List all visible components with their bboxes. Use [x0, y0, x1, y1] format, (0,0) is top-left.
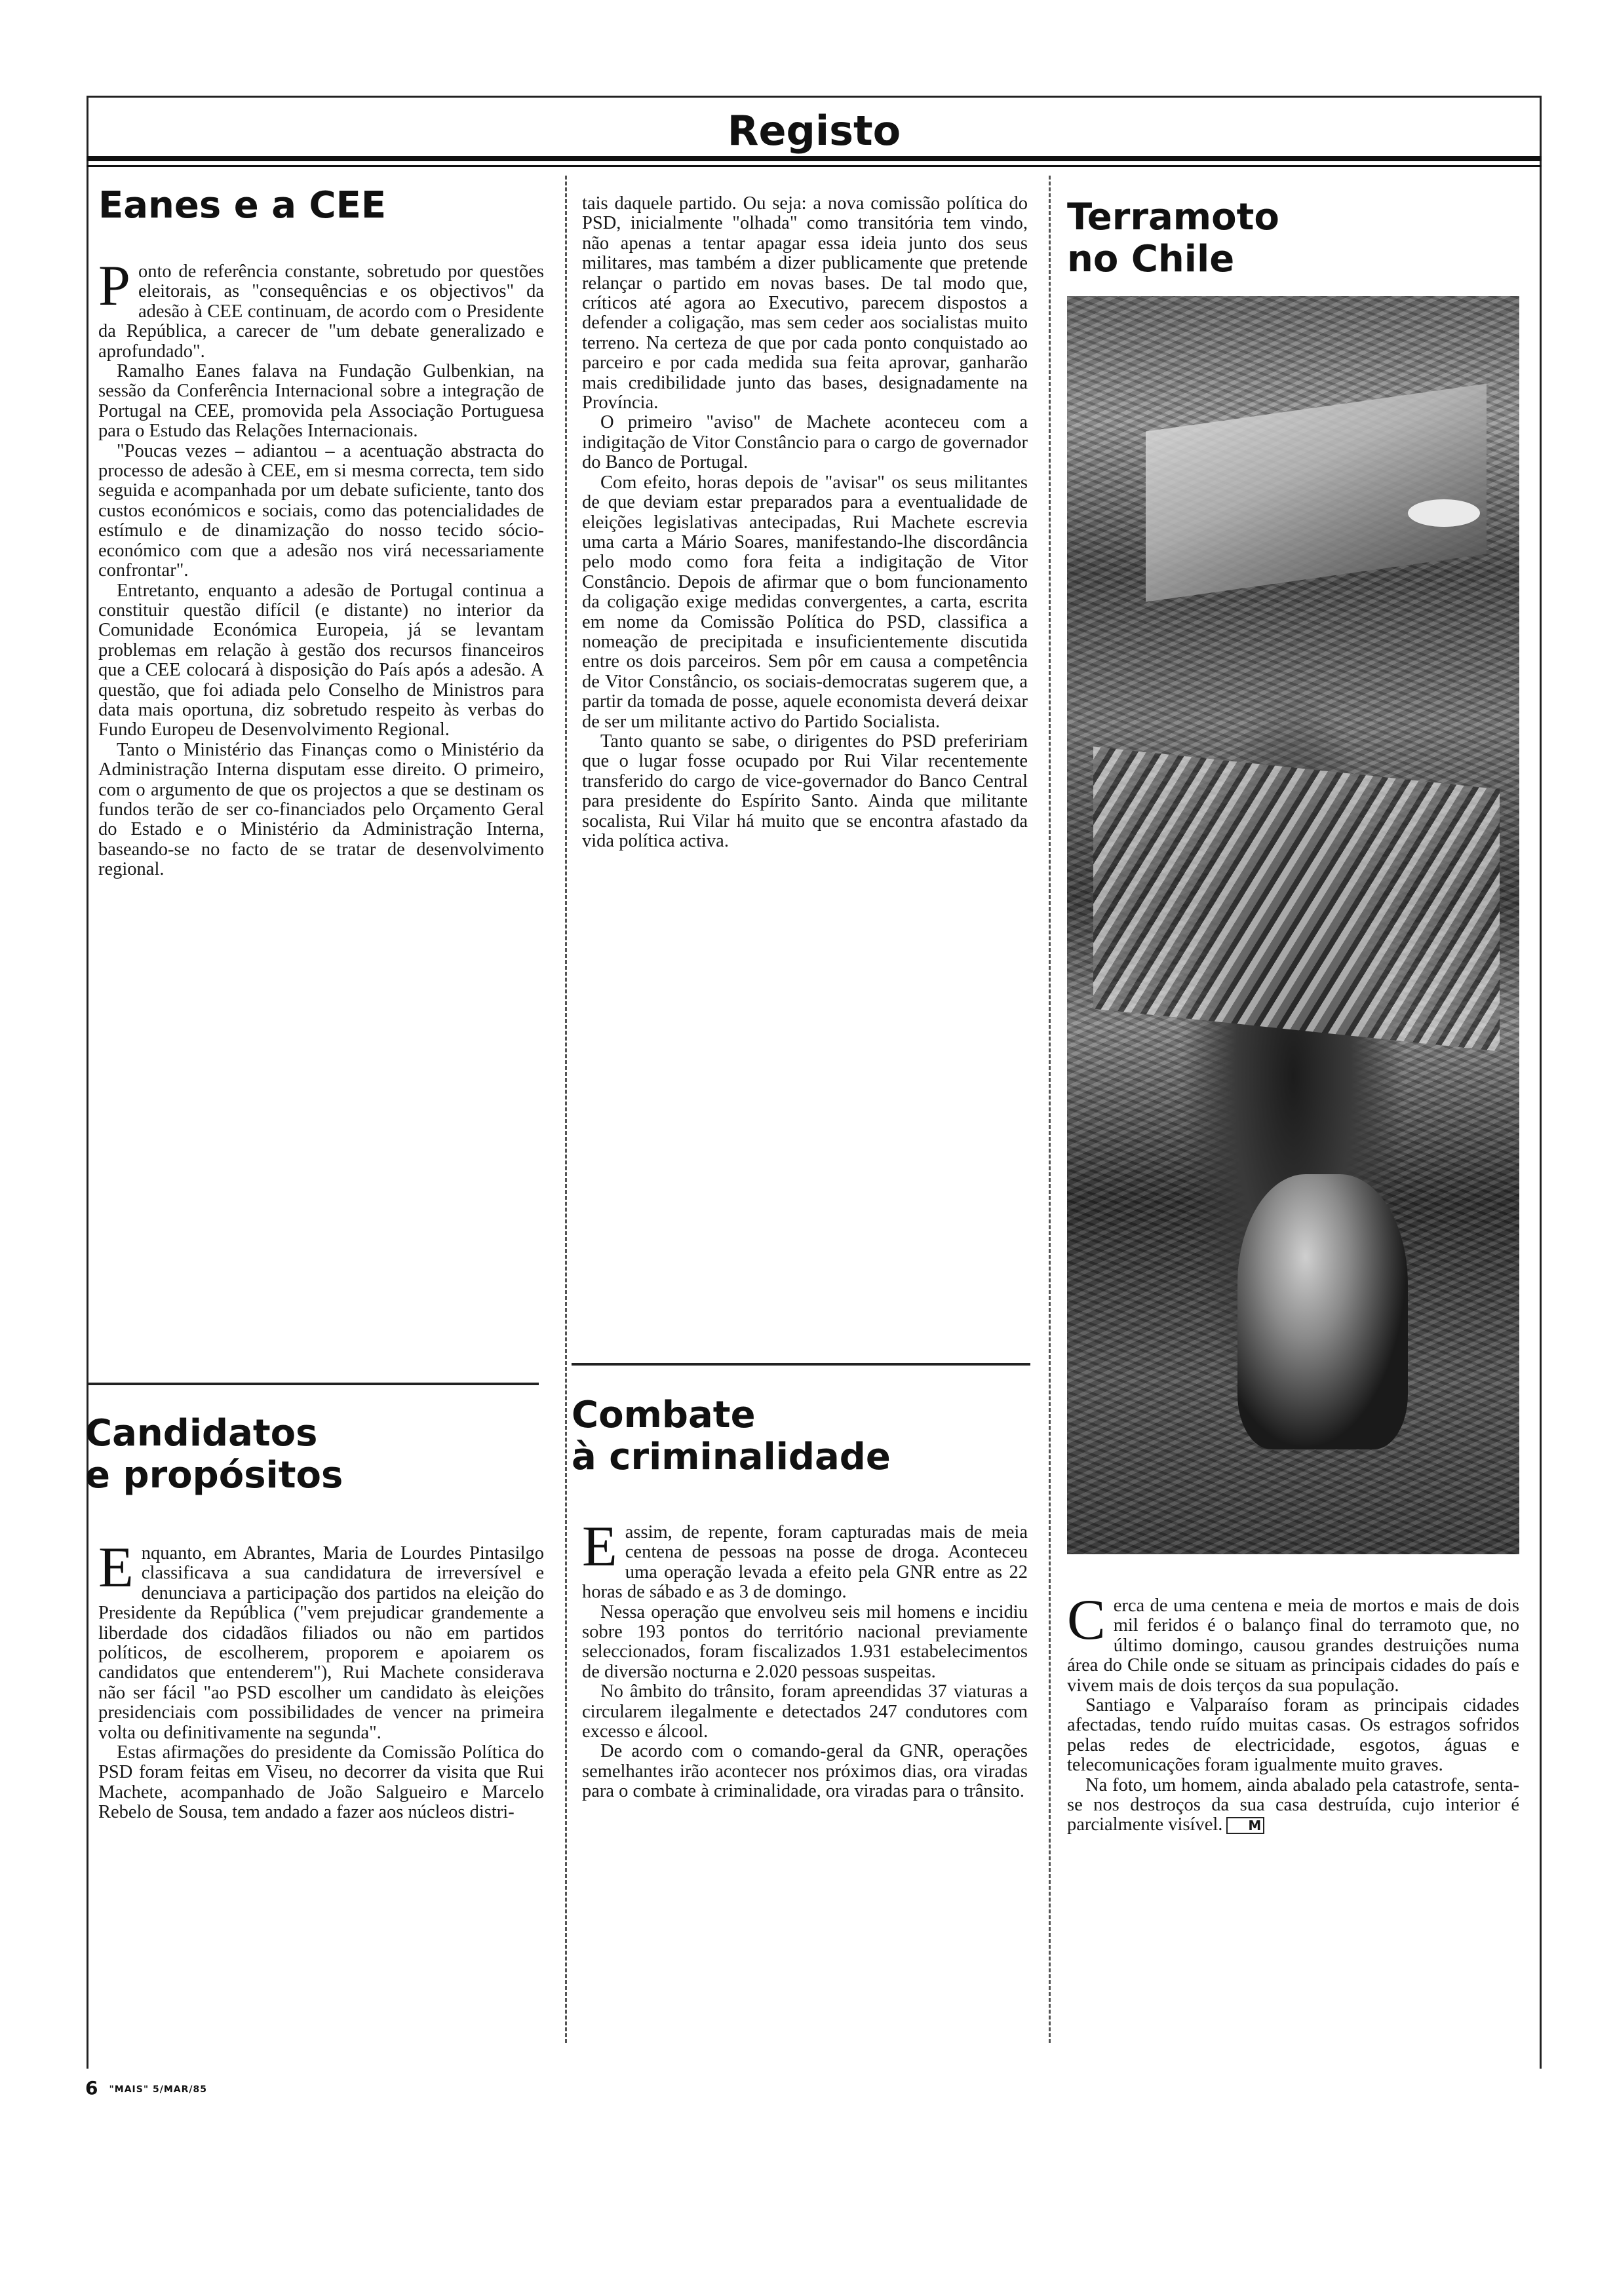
photo-window [1408, 499, 1480, 527]
page-folio [85, 2078, 207, 2100]
article-separator [87, 1383, 539, 1385]
paragraph: No âmbito do trânsito, foram apreendidas 37 viaturas a circularem ilegalmente e detectados 247 condutores com excesso e álcool. [582, 1681, 1028, 1742]
photo-damaged-house [1146, 383, 1487, 602]
paragraph: Nessa operação que envolveu seis mil homens e incidiu sobre 193 pontos do território nacional previamente seleccionados, foram fiscalizados 1.931 estabelecimentos de diversão nocturna e 2.020 pessoas suspeitas. [582, 1601, 1028, 1682]
paragraph: "Poucas vezes – adiantou – a acentuação abstracta do processo de adesão à CEE, em si mesma correcta, tem sido seguida e acompanhada por um debate suficiente, tanto dos custos económicos e sociais, como das potencialidades de estímulo e de dinamização do nosso tecido sócio-económico com que a adesão nos virá necessariamente confrontar". [98, 440, 544, 581]
paragraph: Eassim, de repente, foram capturadas mais de meia centena de pessoas na posse de droga. Aconteceu uma operação levada a efeito pela GNR entre as 22 horas de sábado e as 3 de domingo. [582, 1515, 1028, 1603]
paragraph: Tanto o Ministério das Finanças como o Ministério da Administração Interna disputam esse direito. O primeiro, com o argumento de que os projectos a que se destinam os fundos terão de ser co-financiados pelo Orçamento Geral do Estado e o Ministério da Administração Interna, baseando-se no facto de se tratar de desenvolvimento regional. [98, 739, 544, 880]
page-number: 6 [85, 2077, 98, 2099]
column-divider [565, 176, 567, 2043]
headline-terramoto: Terramoto no Chile [1067, 196, 1279, 280]
paragraph: Ponto de referência constante, sobretudo por questões eleitorais, as "consequências e os objectivos" da adesão à CEE continuam, de acordo com o Presidente da República, a carecer de "um debate generalizado e aprofundado". [98, 254, 544, 362]
photo-rubble [1093, 746, 1500, 1051]
paragraph: tais daquele partido. Ou seja: a nova comissão política do PSD, inicialmente "olhada" como transitória tem vindo, não apenas a tentar apagar essa ideia junto dos seus militares, mas também a dizer publicamente que pretende relançar o partido em novas bases. De tal modo que, críticos até agora ao Executivo, parecem dispostos a defender a coligação, mas sem ceder aos socialistas muito terreno. Na certeza de que por cada ponto conquistado ao parceiro e por cada medida sua feita aprovar, ganharão mais credibilidade junto das bases, designadamente na Província. [582, 193, 1028, 413]
headline-eanes: Eanes e a CEE [98, 184, 387, 227]
headline-candidatos: Candidatos e propósitos [85, 1412, 343, 1497]
dropcap: P [98, 254, 130, 318]
dropcap: C [1067, 1588, 1106, 1652]
article-eanes [98, 254, 544, 880]
article-criminalidade [582, 1515, 1028, 1802]
paragraph: Santiago e Valparaíso foram as principais cidades afectadas, tendo ruído muitas casas. Os estragos sofridos pelas redes de electricidade, esgotos, águas e telecomunicações foram igualmente muito graves. [1067, 1695, 1519, 1776]
dropcap: E [98, 1536, 134, 1599]
paragraph: O primeiro "aviso" de Machete aconteceu com a indigitação de Vitor Constâncio para o cargo de governador do Banco de Portugal. [582, 412, 1028, 473]
headline-criminalidade: Combate à criminalidade [572, 1394, 891, 1478]
dropcap: E [582, 1515, 617, 1578]
earthquake-photo [1067, 296, 1519, 1554]
end-of-article-mark: M [1226, 1817, 1264, 1834]
article-terramoto [1067, 1588, 1519, 1835]
paragraph: Tanto quanto se sabe, o dirigentes do PSD prefeririam que o lugar fosse ocupado por Rui Vilar recentemente transferido do cargo de vice-governador do Banco Central para presidente do Espírito Santo. Ainda que militante socalista, Rui Vilar há muito que se encontra afastado da vida política activa. [582, 731, 1028, 851]
header-rule-thin [87, 165, 1542, 167]
paragraph: Na foto, um homem, ainda abalado pela catastrofe, senta-se nos destroços da sua casa destruída, cujo interior é parcialmente visível. M [1067, 1774, 1519, 1835]
article-psd-continued [582, 194, 1028, 851]
paragraph: Enquanto, em Abrantes, Maria de Lourdes Pintasilgo classificava a sua candidatura de irreversível e denunciava a participação dos partidos na eleição do Presidente da República ("vem prejudicar grandemente a liberdade dos cidadãos filiados ou não em partidos políticos, de escolherem, proporem e apoiarem os candidatos que entenderem"), Rui Machete considerava não ser fácil "ao PSD escolher um candidato às eleições presidenciais com possibilidades de vencer na primeira volta ou definitivamente na segunda". [98, 1536, 544, 1743]
article-separator [572, 1363, 1030, 1366]
paragraph: Entretanto, enquanto a adesão de Portugal continua a constituir questão difícil (e distante) no interior da Comunidade Económica Europeia, já se levantam problemas em relação à gestão dos recursos financeiros que a CEE colocará à disposição do País após a adesão. A questão, que foi adiada pelo Conselho de Ministros para data mais oportuna, diz sobretudo respeito às verbas do Fundo Europeu de Desenvolvimento Regional. [98, 580, 544, 740]
section-title: Registo [727, 107, 901, 155]
header-rule [87, 156, 1542, 161]
article-candidatos [98, 1536, 544, 1823]
publication-date: "MAIS" 5/MAR/85 [109, 2084, 208, 2095]
paragraph: Cerca de uma centena e meia de mortos e mais de dois mil feridos é o balanço final do terramoto que, no último domingo, causou grandes destruições numa área do Chile onde se situam as principais cidades do país e vivem mais de dois terços da sua população. [1067, 1588, 1519, 1696]
column-divider [1049, 176, 1051, 2043]
paragraph: Com efeito, horas depois de "avisar" os seus militantes de que deviam estar preparados para a eventualidade de eleições legislativas antecipadas, Rui Machete escrevia uma carta a Mário Soares, manifestando-lhe discordância pelo modo como fora feita a indigitação de Vitor Constâncio. Depois de afirmar que o bom funcionamento da coligação exige medidas convergentes, a carta, escrita em nome da Comissão Política do PSD, classifica a nomeação de precipitada e insuficientemente discutida entre os dois parceiros. Sem pôr em causa a competência de Vitor Constâncio, os sociais-democratas sugerem que, a partir da tomada de posse, aquele economista deverá deixar de ser um militante activo do Partido Socialista. [582, 472, 1028, 732]
paragraph: Ramalho Eanes falava na Fundação Gulbenkian, na sessão da Conferência Internacional sobre a integração de Portugal na CEE, promovida pela Associação Portuguesa para o Estudo das Relações Internacionais. [98, 361, 544, 442]
paragraph: De acordo com o comando-geral da GNR, operações semelhantes irão acontecer nos próximos dias, ora viradas para o combate à criminalidade, ora viradas para o trânsito. [582, 1741, 1028, 1802]
paragraph: Estas afirmações do presidente da Comissão Política do PSD foram feitas em Viseu, no decorrer da visita que Rui Machete, acompanhado de João Salgueiro e Marcelo Rebelo de Sousa, tem andado a fazer aos núcleos distri- [98, 1742, 544, 1823]
photo-seated-man [1237, 1174, 1408, 1449]
